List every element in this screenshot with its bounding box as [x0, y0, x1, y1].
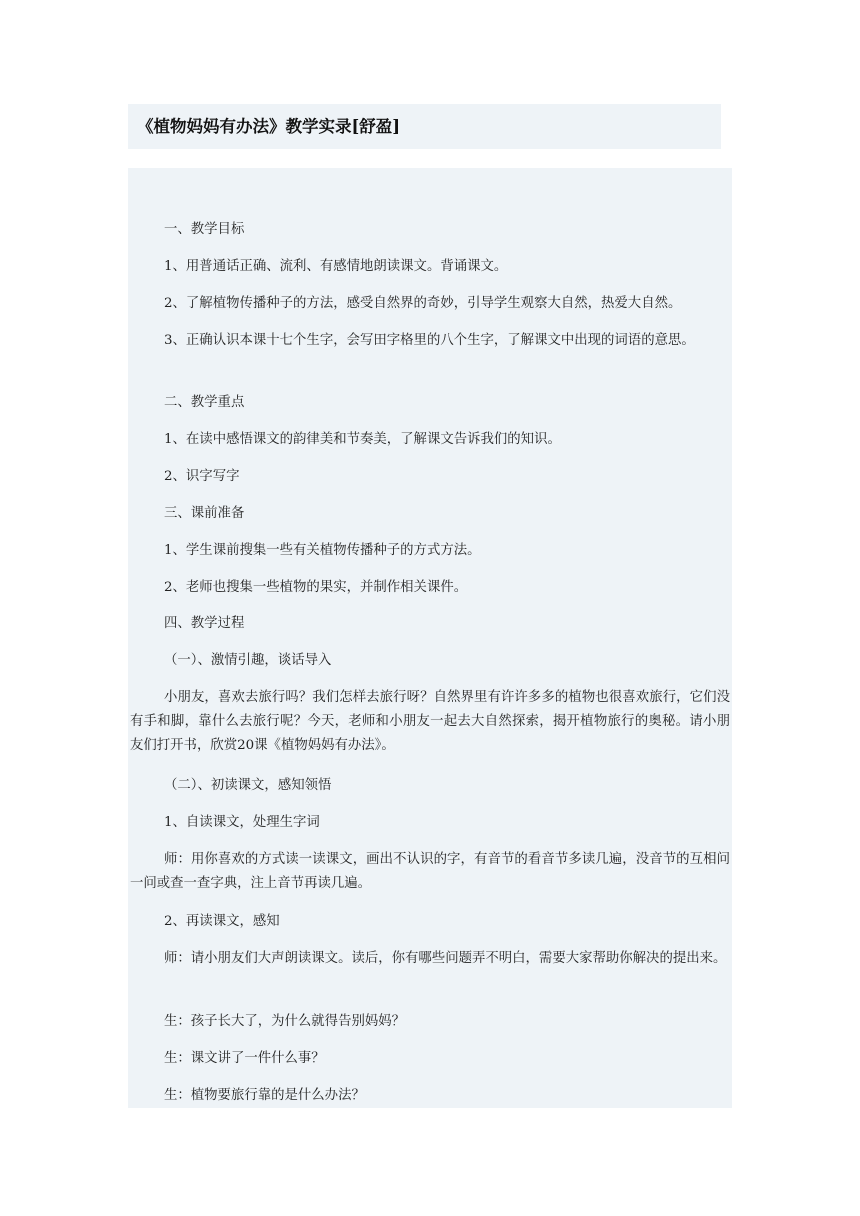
heading-key-points: 二、教学重点 [164, 395, 245, 410]
student-question-3: 生：植物要旅行靠的是什么办法？ [164, 1088, 365, 1103]
process-step-2-heading: （二）、初读课文，感知领悟 [164, 778, 332, 793]
document-body [128, 168, 732, 1108]
key-point-1: 1、在读中感悟课文的韵律美和节奏美，了解课文告诉我们的知识。 [164, 432, 561, 447]
heading-teaching-goals: 一、教学目标 [164, 222, 245, 237]
teacher-instruction-2: 师：请小朋友们大声朗读课文。读后，你有哪些问题弄不明白，需要大家帮助你解决的提出来。 [164, 951, 727, 966]
self-reading-heading: 1、自读课文，处理生字词 [164, 815, 320, 830]
intro-paragraph: 小朋友，喜欢去旅行吗？我们怎样去旅行呀？自然界里有许许多多的植物也很喜欢旅行，它们没有手和脚，靠什么去旅行呢？今天，老师和小朋友一起去大自然探索，揭开植物旅行的奥秘。请小朋友们打开书，欣赏20课《植物妈妈有办法》。 [130, 690, 730, 753]
document-title: 《植物妈妈有办法》教学实录[舒盈] [137, 117, 401, 136]
goal-item-3: 3、正确认识本课十七个生字，会写田字格里的八个生字，了解课文中出现的词语的意思。 [164, 333, 695, 348]
goal-item-2: 2、了解植物传播种子的方法，感受自然界的奇妙，引导学生观察大自然，热爱大自然。 [164, 296, 682, 311]
student-question-1: 生：孩子长大了，为什么就得告别妈妈？ [164, 1014, 406, 1029]
heading-teaching-process: 四、教学过程 [164, 616, 245, 631]
goal-item-1: 1、用普通话正确、流利、有感情地朗读课文。背诵课文。 [164, 259, 508, 274]
process-step-1-heading: （一）、激情引趣，谈话导入 [164, 653, 332, 668]
student-question-2: 生：课文讲了一件什么事？ [164, 1051, 325, 1066]
preparation-item-1: 1、学生课前搜集一些有关植物传播种子的方式方法。 [164, 543, 481, 558]
heading-preparation: 三、课前准备 [164, 506, 245, 521]
reread-heading: 2、再读课文，感知 [164, 914, 280, 929]
key-point-2: 2、识字写字 [164, 469, 240, 484]
title-banner [128, 104, 721, 149]
teacher-instruction-1: 师：用你喜欢的方式读一读课文，画出不认识的字，有音节的看音节多读几遍，没音节的互相问一问或查一查字典，注上音节再读几遍。 [130, 852, 730, 891]
preparation-item-2: 2、老师也搜集一些植物的果实，并制作相关课件。 [164, 580, 468, 595]
